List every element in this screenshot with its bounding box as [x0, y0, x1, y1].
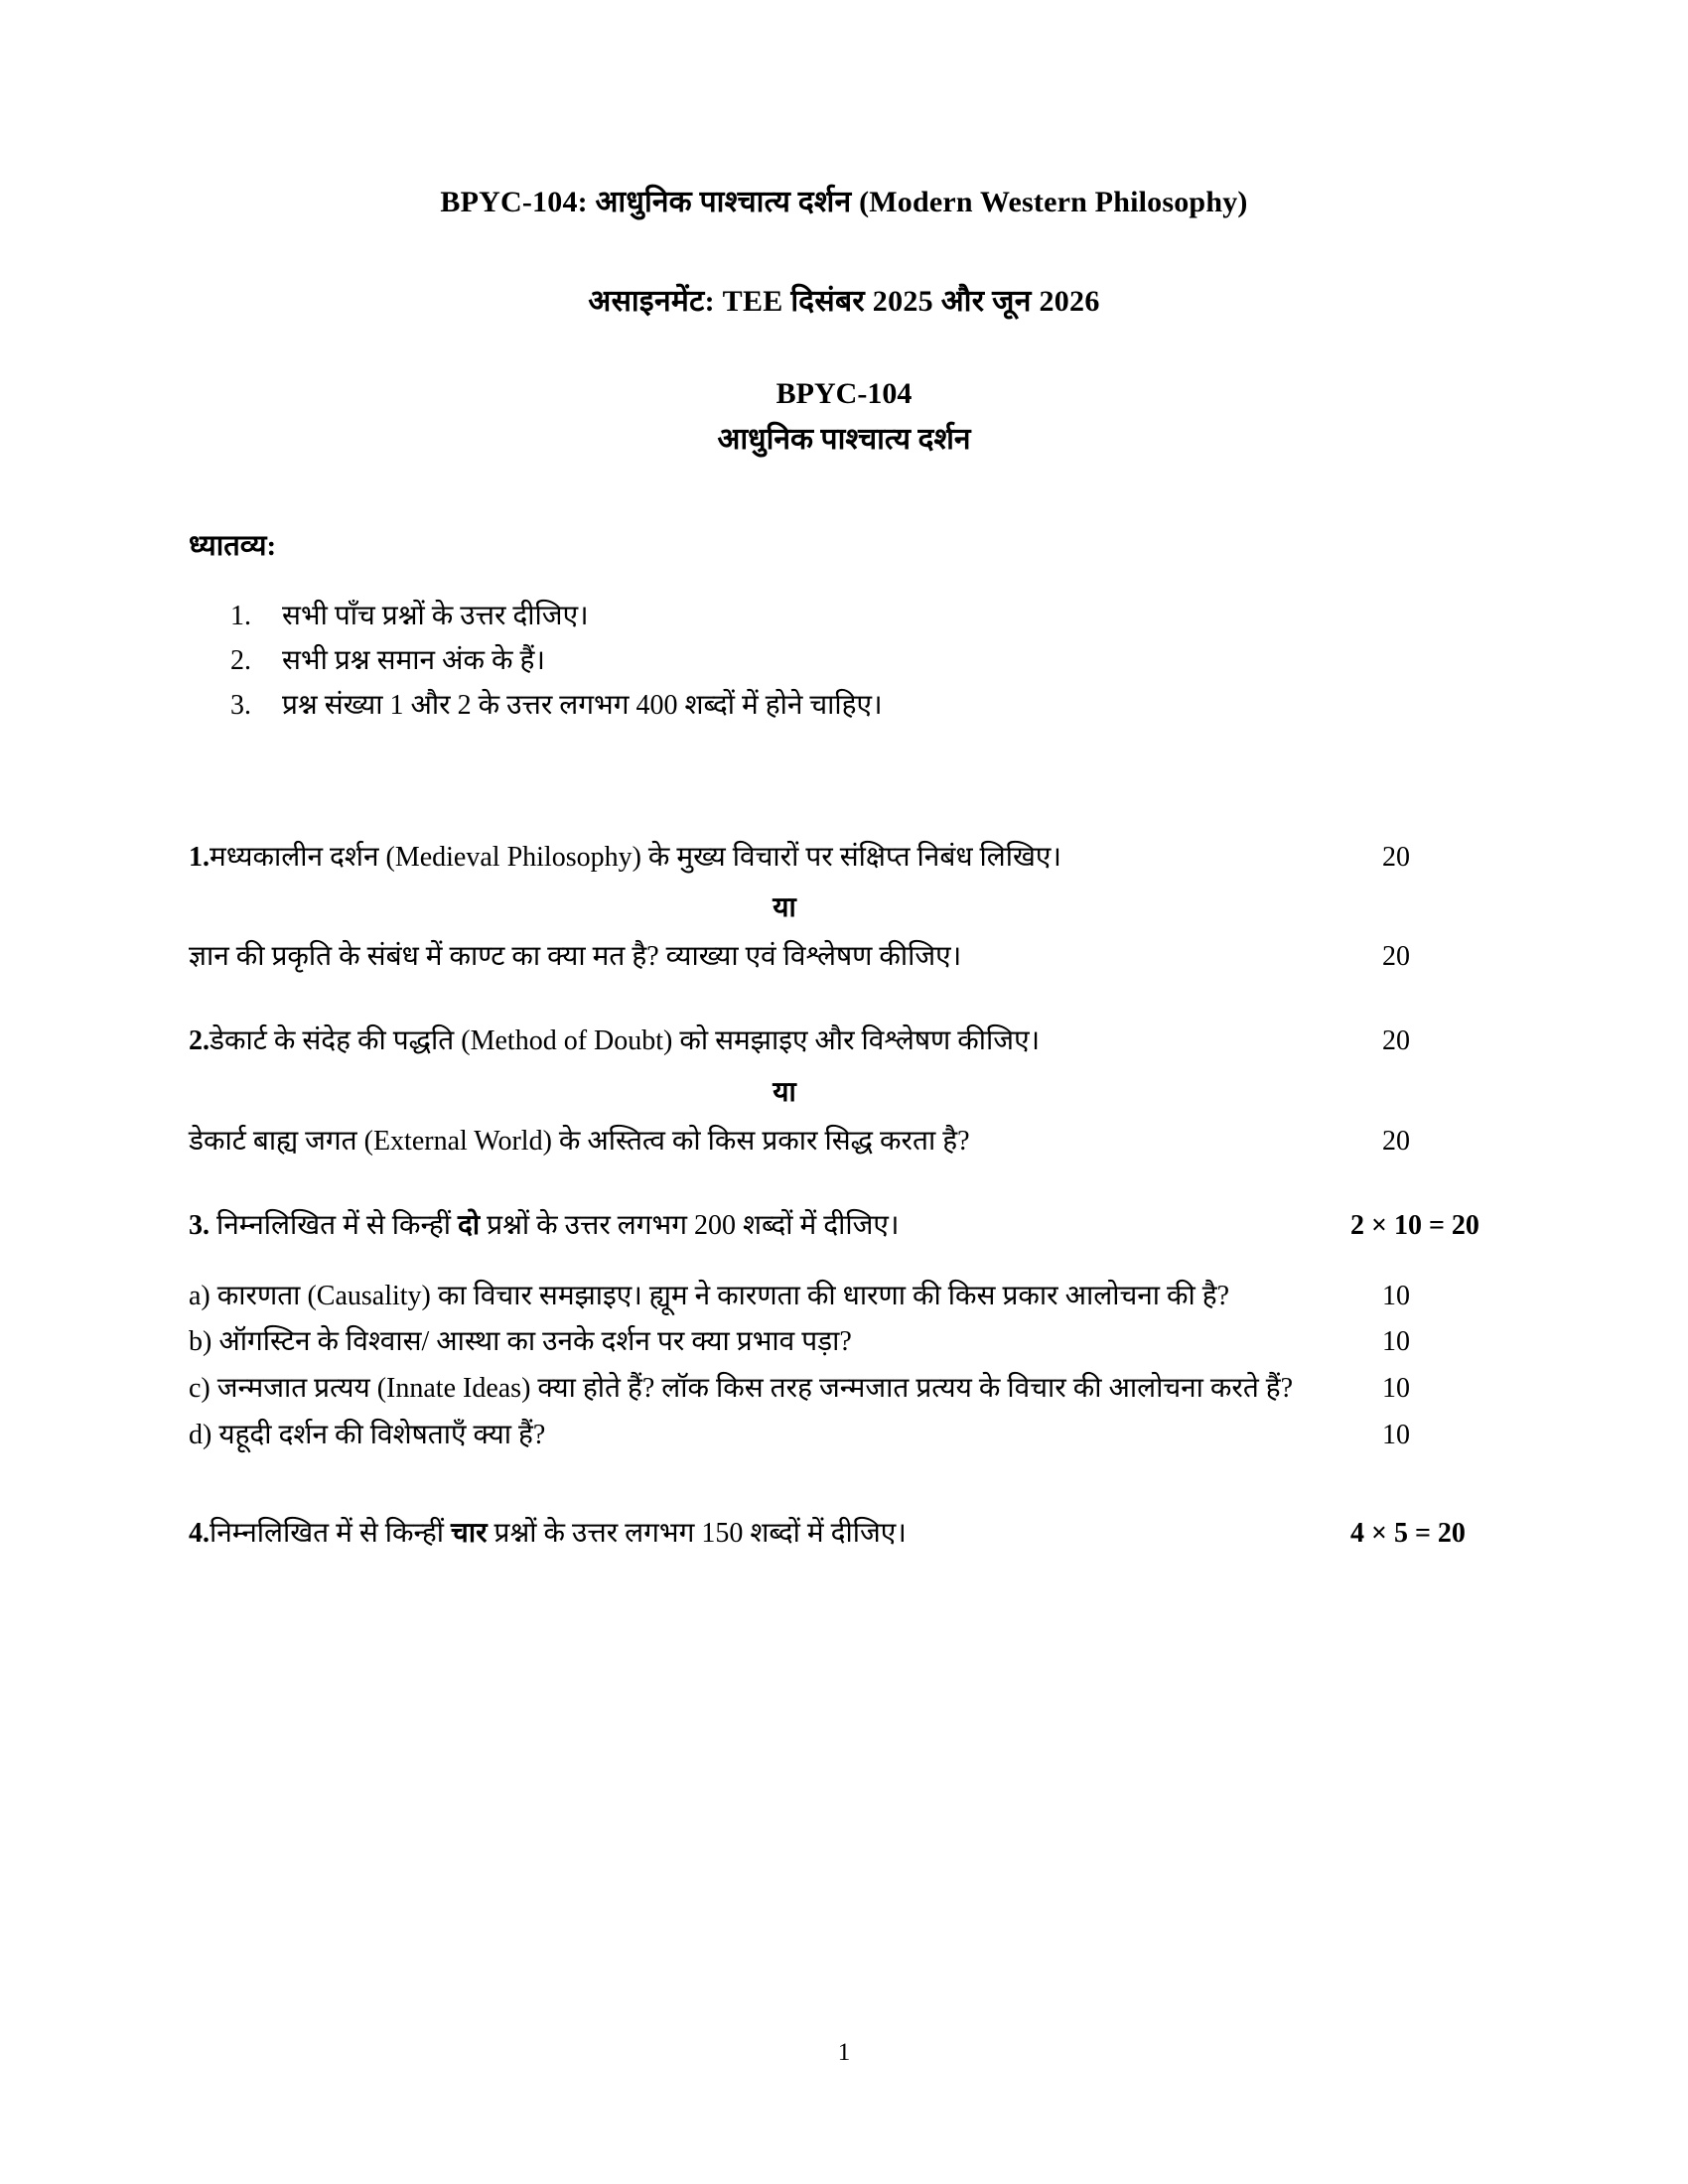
- question-4-marks: 4 × 5 = 20: [1350, 1517, 1466, 1549]
- list-item: [189, 1367, 1499, 1412]
- question-2: [189, 1020, 1499, 1064]
- question-2-alternative-marks: 20: [1382, 1125, 1410, 1157]
- question-4-lead-pre: निम्नलिखित में से किन्हीं: [210, 1517, 452, 1549]
- question-3d-text: [189, 1414, 1382, 1458]
- note-item-text: सभी पाँच प्रश्नों के उत्तर दीजिए।: [282, 600, 589, 631]
- question-3-lead-bold: दो: [458, 1209, 481, 1241]
- question-3b-text: [189, 1320, 1382, 1365]
- question-3c-text: [189, 1367, 1382, 1412]
- question-3-lead-pre: निम्नलिखित में से किन्हीं: [216, 1209, 459, 1241]
- question-3c-text-post: क्या होते हैं? लॉक किस तरह जन्मजात प्रत्यय के विचार की आलोचना करते हैं?: [530, 1373, 1294, 1405]
- list-item: [189, 1320, 1499, 1365]
- question-3d-text-pre: यहूदी दर्शन की विशेषताएँ क्या हैं?: [211, 1419, 546, 1450]
- list-item: [189, 1275, 1499, 1319]
- note-heading: ध्यातव्य:: [189, 529, 277, 562]
- question-1: [189, 836, 1499, 881]
- questions-section: [189, 836, 1499, 1557]
- question-2-text-english: (Method of Doubt): [461, 1025, 673, 1057]
- spacer: [189, 1460, 1499, 1512]
- course-name: आधुनिक पाश्चात्य दर्शन: [717, 422, 971, 456]
- spacer: [189, 980, 1499, 1020]
- question-3a-marks: 10: [1382, 1280, 1410, 1311]
- question-4-lead-bold: चार: [451, 1517, 488, 1549]
- question-2-alt-text-english: (External World): [363, 1125, 552, 1157]
- note-item-number: 1.: [230, 600, 251, 631]
- course-code: BPYC-104: [775, 376, 913, 410]
- note-item-text: प्रश्न संख्या 1 और 2 के उत्तर लगभग 400 शब्दों में होने चाहिए।: [282, 690, 883, 722]
- question-3d: [189, 1414, 1499, 1458]
- list-item: [230, 594, 1499, 638]
- question-3a-text-post: का विचार समझाइए। ह्यूम ने कारणता की धारणा की किस प्रकार आलोचना की है?: [430, 1280, 1230, 1311]
- or-separator-2: या: [773, 1076, 796, 1108]
- question-3-lead-post: प्रश्नों के उत्तर लगभग 200 शब्दों में दीजिए।: [480, 1209, 900, 1241]
- question-1-text-english: (Medieval Philosophy): [385, 841, 641, 873]
- note-item-number: 3.: [230, 690, 251, 722]
- question-1-alt-text-pre: ज्ञान की प्रकृति के संबंध में काण्ट का क्या मत है?: [189, 941, 659, 973]
- list-item: [189, 1414, 1499, 1458]
- question-1-alternative-text: [189, 935, 1382, 980]
- spacer: [189, 1249, 1499, 1275]
- question-3c-marks: 10: [1382, 1373, 1410, 1405]
- question-2-alt-text-pre: डेकार्ट बाह्य जगत: [189, 1125, 364, 1157]
- question-3b-marks: 10: [1382, 1326, 1410, 1358]
- question-2-number: 2.: [189, 1025, 210, 1057]
- question-3a-text: [189, 1275, 1382, 1319]
- question-3a: [189, 1275, 1499, 1319]
- question-3b-label: b): [189, 1326, 212, 1358]
- question-1-text-post: के मुख्य विचारों पर संक्षिप्त निबंध लिखिए।: [640, 841, 1062, 873]
- question-3c-text-pre: जन्मजात प्रत्यय: [210, 1373, 377, 1405]
- question-3a-text-pre: कारणता: [210, 1280, 308, 1311]
- question-3-text: [189, 1204, 1350, 1249]
- note-list: [189, 594, 1499, 729]
- question-3-sub-list: [189, 1275, 1499, 1458]
- list-item: [230, 638, 1499, 683]
- note-item-number: 2.: [230, 644, 251, 676]
- title-block: [189, 0, 1499, 458]
- question-2-marks: 20: [1382, 1025, 1410, 1057]
- question-3-marks: 2 × 10 = 20: [1350, 1209, 1479, 1241]
- page-title-english: (Modern Western Philosophy): [859, 186, 1248, 218]
- question-1-alternative: [189, 935, 1499, 980]
- question-3a-label: a): [189, 1280, 211, 1311]
- assignment-line: असाइनमेंट: TEE दिसंबर 2025 और जून 2026: [588, 284, 1100, 318]
- question-3-number: 3.: [189, 1209, 210, 1241]
- question-2-text: [189, 1020, 1382, 1064]
- question-3a-text-english: (Causality): [307, 1280, 431, 1311]
- question-2-alt-text-post: के अस्तित्व को किस प्रकार सिद्ध करता है?: [551, 1125, 970, 1157]
- question-3c-label: c): [189, 1373, 211, 1405]
- question-3b: [189, 1320, 1499, 1365]
- question-4-lead-post: प्रश्नों के उत्तर लगभग 150 शब्दों में दीजिए।: [487, 1517, 907, 1549]
- question-1-text: [189, 836, 1382, 881]
- spacer: [189, 1164, 1499, 1204]
- question-3c: [189, 1367, 1499, 1412]
- list-item: [230, 683, 1499, 728]
- question-1-marks: 20: [1382, 841, 1410, 873]
- question-3c-text-english: (Innate Ideas): [376, 1373, 531, 1405]
- question-3b-text-pre: ऑगस्टिन के विश्वास/ आस्था का उनके दर्शन पर क्या प्रभाव पड़ा?: [211, 1326, 852, 1358]
- question-4-number: 4.: [189, 1517, 210, 1549]
- question-2-text-pre: डेकार्ट के संदेह की पद्धति: [210, 1025, 462, 1057]
- page-title-hindi: BPYC-104: आधुनिक पाश्चात्य दर्शन: [440, 186, 860, 218]
- or-separator-1: या: [773, 892, 796, 924]
- question-3d-label: d): [189, 1419, 212, 1450]
- question-2-alternative: [189, 1120, 1499, 1164]
- question-1-alt-text-post: व्याख्या एवं विश्लेषण कीजिए।: [658, 941, 962, 973]
- question-1-alternative-marks: 20: [1382, 941, 1410, 973]
- note-item-text: सभी प्रश्न समान अंक के हैं।: [282, 644, 545, 676]
- question-3: [189, 1204, 1499, 1249]
- question-2-text-post: को समझाइए और विश्लेषण कीजिए।: [672, 1025, 1041, 1057]
- question-4: [189, 1512, 1499, 1557]
- question-1-text-pre: मध्यकालीन दर्शन: [210, 841, 386, 873]
- question-1-number: 1.: [189, 841, 210, 873]
- question-2-alternative-text: [189, 1120, 1382, 1164]
- question-4-text: [189, 1512, 1350, 1557]
- page-title: [189, 184, 1499, 221]
- page-number: 1: [837, 2039, 851, 2066]
- question-3d-marks: 10: [1382, 1419, 1410, 1450]
